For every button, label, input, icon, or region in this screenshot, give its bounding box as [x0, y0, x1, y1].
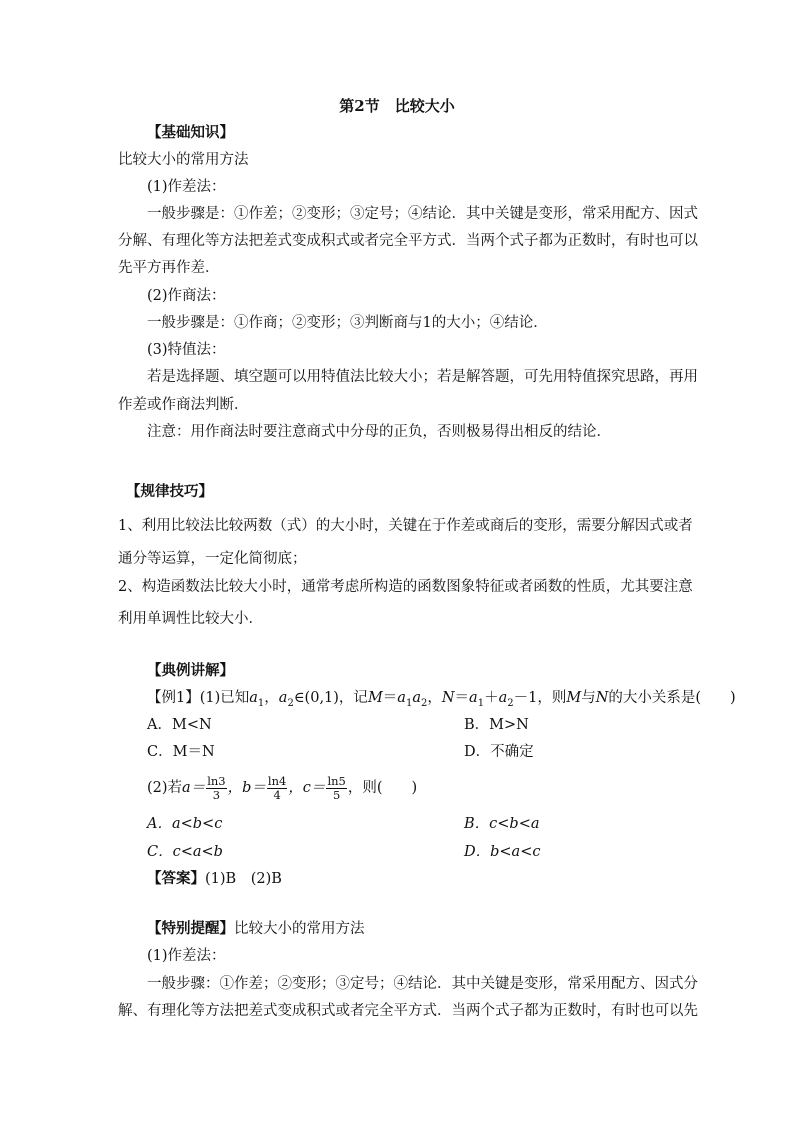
section-heading-basic: 【基础知识】	[147, 124, 234, 141]
tip2-line2: 利用单调性比较大小．	[118, 611, 263, 627]
method2-label: (2)作商法：	[147, 288, 226, 304]
reminder-line2: 解、有理化等方法把差式变成积式或者完全平方式．当两个式子都为正数时，有时也可以先	[118, 1003, 698, 1019]
reminder-title: 比较大小的常用方法	[234, 921, 365, 937]
option-d: D．b<a<c	[464, 844, 541, 860]
example2-question: (2)若a＝ $\frac{\ln 3}{3}$ ，b＝ $\frac{\ln 4}{4}$ ，c＝ $\frac{\ln 5}{5}$ ，则( )	[147, 773, 418, 802]
option-c: C．c<a<b	[147, 844, 223, 860]
answer-value: (1)B (2)B	[205, 871, 282, 887]
method3-label: (3)特值法：	[147, 342, 226, 358]
fraction-ln3-3: $\frac{\ln 3}{3}$	[207, 773, 226, 802]
tip1-line1: 1、利用比较法比较两数（式）的大小时，关键在于作差或商后的变形，需要分解因式或者	[118, 518, 693, 534]
example2-options-row1	[147, 815, 687, 833]
option-d: D．不确定	[464, 744, 534, 760]
example1-options-row2	[147, 743, 687, 761]
option-a: A．a<b<c	[147, 816, 223, 832]
note: 注意：用作商法时要注意商式中分母的正负，否则极易得出相反的结论．	[147, 424, 611, 440]
method1-label: (1)作差法：	[147, 179, 226, 195]
tip2-line1: 2、构造函数法比较大小时，通常考虑所构造的函数图象特征或者函数的性质，尤其要注意	[118, 579, 693, 595]
reminder-method1-label: (1)作差法：	[147, 948, 226, 964]
reminder-heading-line	[147, 920, 684, 938]
method2-line1: 一般步骤是：①作商；②变形；③判断商与1的大小；④结论．	[147, 315, 548, 331]
answer	[147, 870, 684, 888]
tip1-line2: 通分等运算，一定化简彻底；	[118, 551, 307, 567]
option-b: B．M>N	[464, 717, 529, 733]
method1-line1: 一般步骤是：①作差；②变形；③定号；④结论．其中关键是变形，常采用配方、因式	[147, 206, 698, 222]
basic-subtitle: 比较大小的常用方法	[118, 152, 249, 168]
section-heading-examples: 【典例讲解】	[147, 662, 234, 679]
option-c: C．M＝N	[147, 744, 215, 760]
method3-line1: 若是选择题、填空题可以用特值法比较大小；若是解答题，可先用特值探究思路，再用	[147, 369, 698, 385]
method3-line2: 作差或作商法判断．	[118, 397, 249, 413]
example2-options-row2	[147, 843, 687, 861]
example1-question: 【例1】(1)已知$a_1$，$a_2\in(0,1)$，记$M=a_1a_2$，$N=a_1+a_2-1$，则M与N的大小关系是( )	[147, 690, 736, 709]
section-heading-tips: 【规律技巧】	[126, 483, 213, 500]
method1-line2: 分解、有理化等方法把差式变成积式或者完全平方式．当两个式子都为正数时，有时也可以	[118, 233, 698, 249]
section-heading-reminder: 【特别提醒】	[147, 920, 234, 937]
option-b: B．c<b<a	[464, 816, 540, 832]
option-a: A．M<N	[147, 717, 212, 733]
reminder-line1: 一般步骤：①作差；②变形；③定号；④结论．其中关键是变形，常采用配方、因式分	[147, 976, 698, 992]
fraction-ln4-4: $\frac{\ln 4}{4}$	[267, 773, 287, 802]
example1-options-row1	[147, 716, 687, 734]
method1-line3: 先平方再作差．	[118, 260, 220, 276]
answer-label: 【答案】	[147, 870, 205, 887]
page-title: 第2节 比较大小	[339, 97, 455, 115]
fraction-ln5-5: $\frac{\ln 5}{5}$	[327, 773, 346, 802]
